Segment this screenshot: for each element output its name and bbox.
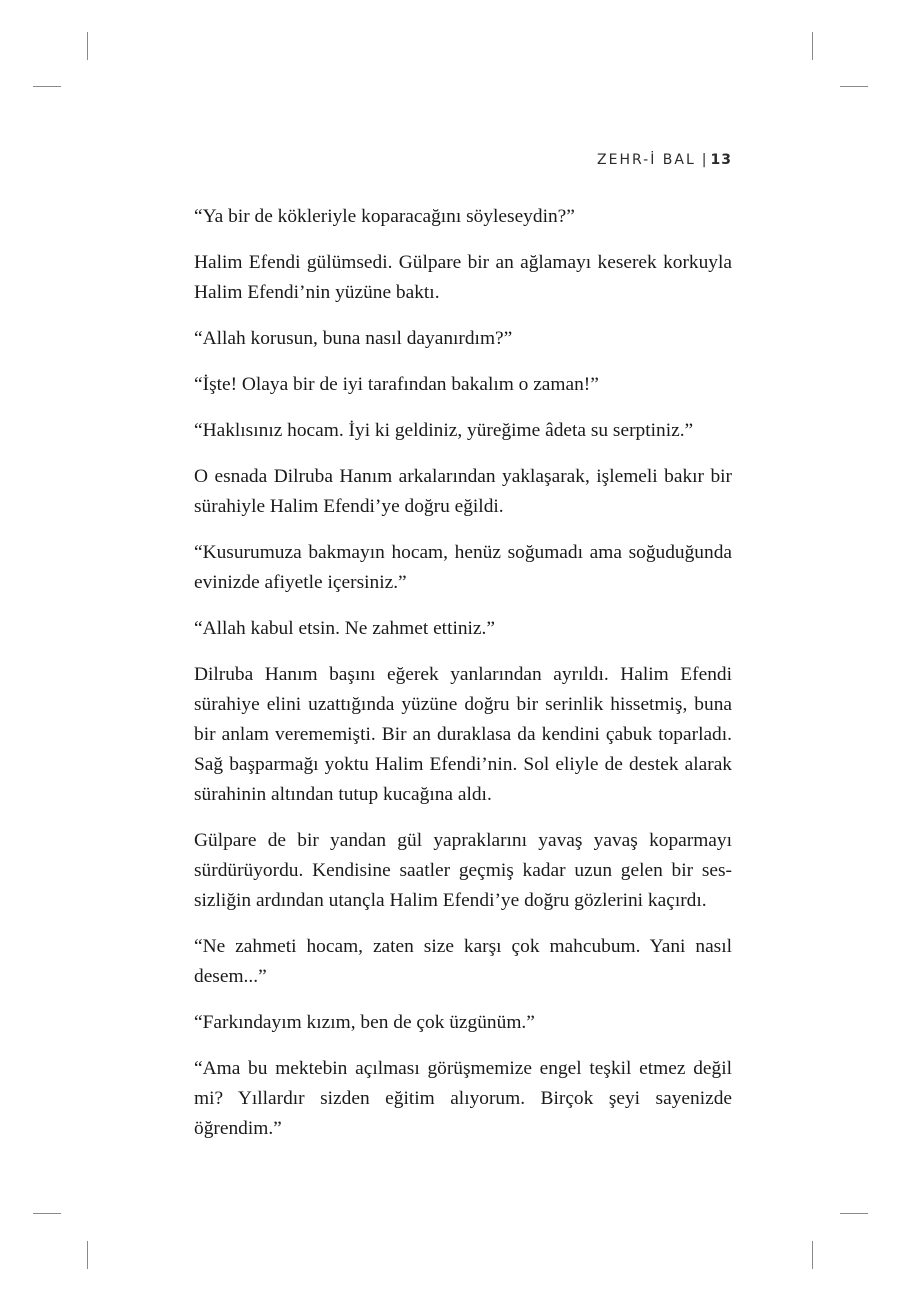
page-number: 13 (710, 152, 732, 168)
paragraph-7: “Kusurumuza bakmayın hocam, henüz soğumadı ama soğuduğunda evinizde afiyetle içersiniz.” (194, 542, 732, 593)
paragraph-4: “İşte! Olaya bir de iyi tarafından bakalım o zaman!” (194, 374, 599, 395)
crop-mark-bottom-left-vertical (87, 1241, 88, 1269)
crop-mark-top-right-vertical (812, 32, 813, 60)
paragraph-9: Dilruba Hanım başını eğerek yanlarından ayrıldı. Halim Efendi sürahiye elini uzattığında yüzüne doğru bir serinlik hissetmiş, buna bir anlam verememişti. Bir an duraklasa da kendini çabuk toparladı. Sağ başparmağı yoktu Halim Efendi’nin. Sol eliyle de destek alarak sürahinin altından tutup kucağına aldı. (194, 664, 732, 805)
crop-mark-bottom-right-vertical (812, 1241, 813, 1269)
paragraph-10: Gülpare de bir yandan gül yapraklarını yavaş yavaş koparmayı sürdürüyordu. Kendisine saatler geçmiş kadar uzun gelen bir sessizliğin ardından utançla Halim Efendi’ye doğru gözlerini kaçırdı. (194, 830, 732, 911)
paragraph-8: “Allah kabul etsin. Ne zahmet ettiniz.” (194, 618, 495, 639)
paragraph-2: Halim Efendi gülümsedi. Gülpare bir an ağlamayı keserek korkuyla Halim Efendi’nin yüzüne baktı. (194, 252, 732, 303)
crop-mark-bottom-right-horizontal (840, 1213, 868, 1214)
paragraph-11: “Ne zahmeti hocam, zaten size karşı çok mahcubum. Yani nasıl desem...” (194, 936, 732, 987)
header-separator: | (701, 152, 707, 168)
paragraph-5: “Haklısınız hocam. İyi ki geldiniz, yüreğime âdeta su serptiniz.” (194, 420, 694, 441)
body-text (194, 202, 732, 1160)
crop-mark-top-left-vertical (87, 32, 88, 60)
crop-mark-bottom-left-horizontal (33, 1213, 61, 1214)
paragraph-3: “Allah korusun, buna nasıl dayanırdım?” (194, 328, 513, 349)
paragraph-12: “Farkındayım kızım, ben de çok üzgünüm.” (194, 1012, 535, 1033)
book-title: ZEHR-İ BAL (597, 152, 696, 168)
paragraph-1: “Ya bir de kökleriyle koparacağını söyleseydin?” (194, 206, 575, 227)
paragraph-13: “Ama bu mektebin açılması görüşmemize engel teşkil etmez değil mi? Yıllardır sizden eğitim alıyorum. Birçok şeyi sayenizde öğrendim.” (194, 1058, 732, 1139)
crop-mark-top-left-horizontal (33, 86, 61, 87)
crop-mark-top-right-horizontal (840, 86, 868, 87)
running-head (597, 152, 732, 168)
paragraph-6: O esnada Dilruba Hanım arkalarından yaklaşarak, işlemeli bakır bir sürahiyle Halim Efendi’ye doğru eğildi. (194, 466, 732, 517)
